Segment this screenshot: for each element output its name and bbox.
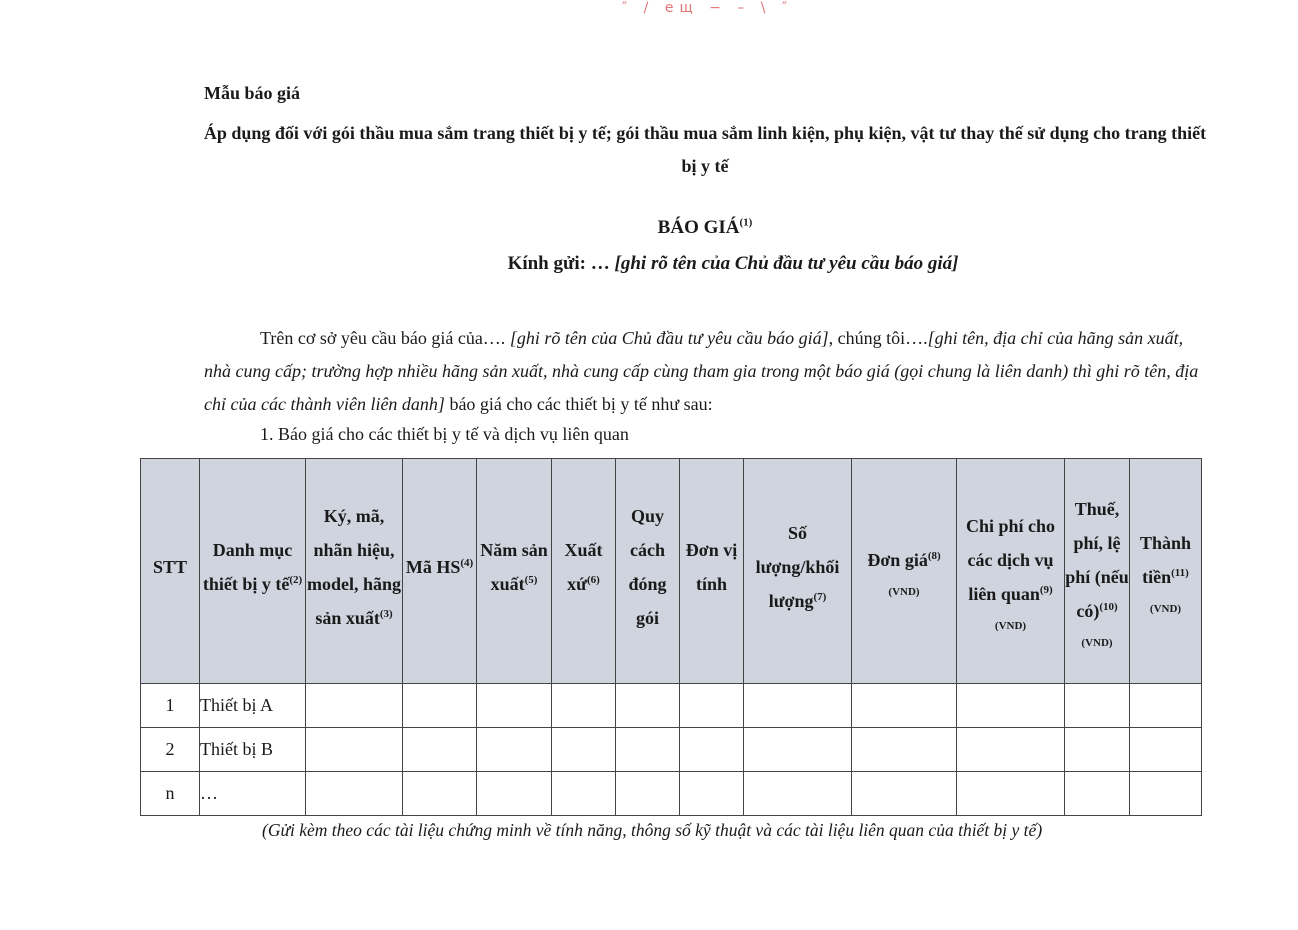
stamp-mark: ″ / ещ − – \ ″	[622, 0, 794, 16]
intro-part-2: [ghi rõ tên của Chủ đầu tư yêu cầu báo giá]	[509, 328, 829, 348]
scope-statement: Áp dụng đối với gói thầu mua sắm trang thiết bị y tế; gói thầu mua sắm linh kiện, phụ kiện, vật tư thay thế sử dụng cho trang thiết bị y tế	[203, 123, 1207, 176]
table-row	[141, 772, 1202, 816]
empty-cell	[403, 728, 477, 772]
column-header-label: Đơn giá	[867, 550, 928, 570]
empty-cell	[403, 684, 477, 728]
table-header-row	[141, 459, 1202, 684]
column-header-label: Danh mục thiết bị y tế	[202, 540, 293, 594]
column-header-label: Quy cách đóng gói	[628, 506, 667, 628]
empty-cell	[744, 684, 852, 728]
device-name: …	[200, 772, 306, 816]
empty-cell	[957, 728, 1065, 772]
column-header-footnote: (11)	[1171, 567, 1189, 579]
column-header-unit: (VND)	[994, 620, 1027, 632]
column-header-footnote: (4)	[460, 557, 474, 569]
empty-cell	[852, 728, 957, 772]
empty-cell	[306, 684, 403, 728]
column-header	[552, 459, 616, 684]
empty-cell	[403, 772, 477, 816]
empty-cell	[1130, 772, 1202, 816]
column-header-footnote: (5)	[524, 574, 538, 586]
empty-cell	[1130, 728, 1202, 772]
column-header-unit: (VND)	[1081, 637, 1113, 649]
row-number: n	[141, 772, 200, 816]
column-header	[141, 459, 200, 684]
table-row	[141, 684, 1202, 728]
column-header-footnote: (9)	[1039, 584, 1053, 596]
empty-cell	[306, 728, 403, 772]
section-heading: 1. Báo giá cho các thiết bị y tế và dịch vụ liên quan	[260, 424, 629, 444]
empty-cell	[552, 772, 616, 816]
addressee-label: Kính gửi: …	[507, 253, 610, 274]
column-header	[200, 459, 306, 684]
title-text: BÁO GIÁ	[657, 217, 740, 238]
table-body	[141, 684, 1202, 816]
intro-part-1: Trên cơ sở yêu cầu báo giá của….	[260, 328, 510, 348]
table-row	[141, 728, 1202, 772]
column-header	[1130, 459, 1202, 684]
column-header-footnote: (6)	[586, 574, 600, 586]
empty-cell	[1065, 772, 1130, 816]
column-header-footnote: (7)	[813, 591, 827, 603]
empty-cell	[616, 728, 680, 772]
empty-cell	[852, 772, 957, 816]
column-header	[403, 459, 477, 684]
empty-cell	[744, 772, 852, 816]
empty-cell	[744, 728, 852, 772]
intro-paragraph	[204, 322, 1199, 421]
empty-cell	[306, 772, 403, 816]
empty-cell	[477, 728, 552, 772]
empty-cell	[552, 684, 616, 728]
column-header-label: Số lượng/khối lượng	[755, 523, 840, 611]
column-header	[477, 459, 552, 684]
column-header	[957, 459, 1065, 684]
column-header	[680, 459, 744, 684]
document-title	[0, 217, 1298, 239]
column-header-label: Thuế, phí, lệ phí (nếu có)	[1065, 499, 1129, 621]
column-header-label: Mã HS	[405, 557, 461, 577]
empty-cell	[957, 684, 1065, 728]
empty-cell	[852, 684, 957, 728]
column-header	[616, 459, 680, 684]
column-header-label: Chi phí cho các dịch vụ liên quan	[965, 516, 1056, 604]
addressee-line	[0, 253, 1298, 275]
quotation-table	[140, 458, 1202, 816]
column-header	[744, 459, 852, 684]
device-name: Thiết bị B	[200, 728, 306, 772]
empty-cell	[1065, 728, 1130, 772]
intro-part-3: , chúng tôi….	[828, 328, 928, 348]
empty-cell	[1130, 684, 1202, 728]
column-header-label: Đơn vị tính	[685, 540, 738, 594]
column-header-label: Xuất xứ	[564, 540, 603, 594]
empty-cell	[680, 728, 744, 772]
row-number: 1	[141, 684, 200, 728]
device-name: Thiết bị A	[200, 684, 306, 728]
empty-cell	[616, 684, 680, 728]
column-header	[852, 459, 957, 684]
column-header-footnote: (8)	[927, 550, 941, 562]
empty-cell	[680, 684, 744, 728]
form-name: Mẫu báo giá	[204, 83, 301, 103]
column-header-label: Thành tiền	[1139, 533, 1192, 587]
empty-cell	[680, 772, 744, 816]
row-number: 2	[141, 728, 200, 772]
empty-cell	[477, 772, 552, 816]
column-header-footnote: (10)	[1099, 601, 1118, 613]
addressee-hint: [ghi rõ tên của Chủ đầu tư yêu cầu báo giá]	[614, 253, 959, 274]
empty-cell	[957, 772, 1065, 816]
column-header-label: Năm sản xuất	[480, 540, 548, 594]
column-header	[1065, 459, 1130, 684]
column-header-unit: (VND)	[1149, 603, 1182, 615]
column-header-unit: (VND)	[888, 586, 920, 598]
intro-part-5: báo giá cho các thiết bị y tế như sau:	[444, 394, 713, 414]
column-header-footnote: (3)	[379, 608, 393, 620]
intro-part-4: [ghi tên, địa chỉ của hãng sản xuất, nhà cung cấp; trường hợp nhiều hãng sản xuất, nhà cung cấp cùng tham gia trong một báo giá (gọi chung là liên danh) thì ghi rõ tên, địa chỉ của các thành viên liên danh]	[204, 328, 1199, 414]
column-header-label: STT	[152, 557, 188, 577]
empty-cell	[616, 772, 680, 816]
column-header-label: Ký, mã, nhãn hiệu, model, hãng sản xuất	[306, 506, 402, 628]
column-header-footnote: (2)	[289, 574, 303, 586]
column-header	[306, 459, 403, 684]
empty-cell	[1065, 684, 1130, 728]
empty-cell	[552, 728, 616, 772]
attachment-note: (Gửi kèm theo các tài liệu chứng minh về tính năng, thông số kỹ thuật và các tài liệu liên quan của thiết bị y tế)	[262, 820, 1043, 840]
empty-cell	[477, 684, 552, 728]
title-footnote: (1)	[739, 216, 753, 229]
